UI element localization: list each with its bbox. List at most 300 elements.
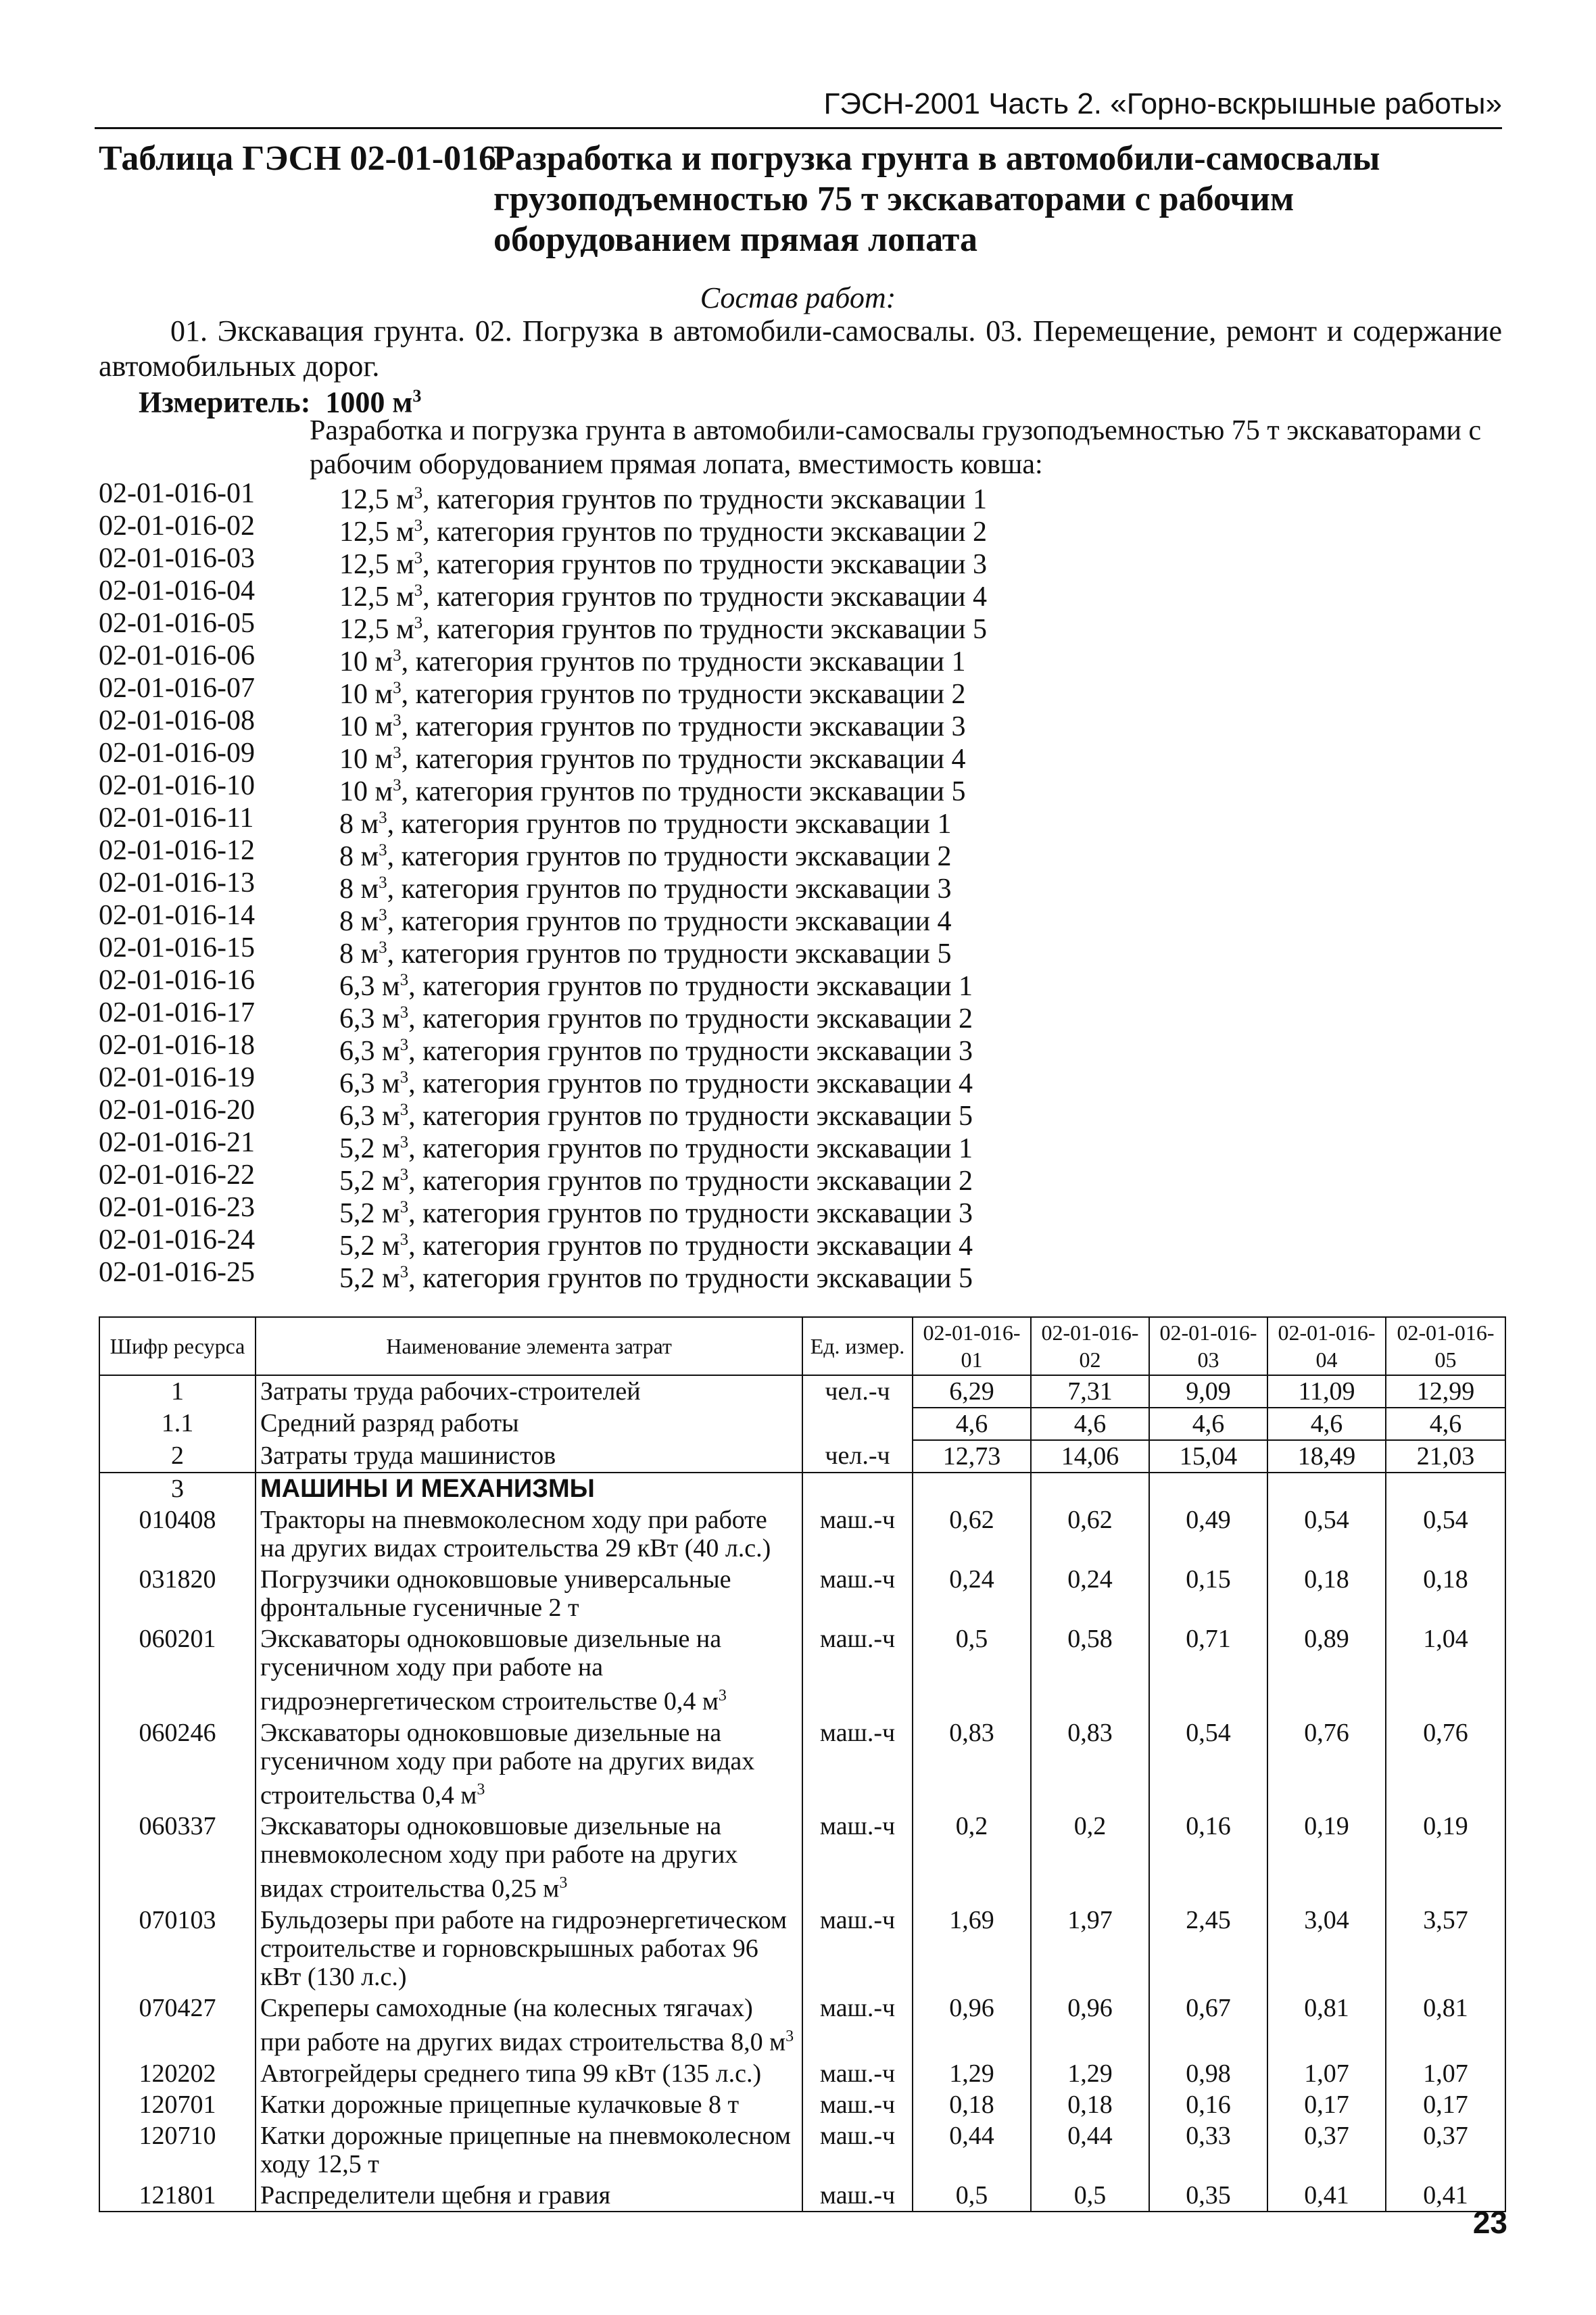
volume-exponent: 3 [785,2027,794,2045]
item-code: 02-01-016-08 [99,705,255,736]
resource-name [256,1408,802,1440]
norm-value [1031,1473,1149,1504]
table-row [99,1408,1505,1440]
bucket-volume: 8 м [339,874,379,905]
volume-exponent: 3 [393,646,402,665]
bucket-volume: 12,5 м [339,484,414,515]
soil-category: , категория грунтов по трудности экскавации 3 [408,1198,973,1229]
volume-exponent: 3 [379,906,387,924]
norm-value: 11,09 [1267,1375,1386,1408]
bucket-volume: 8 м [339,906,379,937]
norm-value: 0,98 [1149,2058,1267,2089]
norm-value: 4,6 [1031,1408,1149,1440]
norm-value: 0,96 [1031,1992,1149,2058]
code-list-item [99,477,1518,515]
volume-exponent: 3 [393,744,402,762]
code-list-item [99,1256,1518,1294]
soil-category: , категория грунтов по трудности экскавации 1 [401,646,966,677]
norm-value: 0,76 [1267,1717,1386,1811]
resource-name [256,1375,802,1408]
code-list-item [99,1224,1518,1262]
code-list-item [99,932,1518,970]
item-code: 02-01-016-16 [99,965,255,996]
bucket-volume: 8 м [339,809,379,840]
resource-unit: маш.-ч [802,2058,913,2089]
table-body [99,1375,1505,2212]
volume-exponent: 3 [379,938,387,957]
norm-value: 4,6 [1267,1408,1386,1440]
resource-code: 120710 [99,2120,256,2180]
norm-value: 0,35 [1149,2180,1267,2212]
volume-exponent: 3 [414,549,423,567]
soil-category: , категория грунтов по трудности экскавации 1 [408,971,973,1002]
volume-exponent: 3 [414,517,423,535]
item-code: 02-01-016-17 [99,997,255,1028]
norm-value: 0,5 [1031,2180,1149,2212]
norm-value: 0,58 [1031,1623,1149,1717]
volume-exponent: 3 [414,484,423,502]
resource-name-text: Экскаваторы одноковшовые дизельные на гусеничном ходу при работе на гидроэнергетическом строительстве 0,4 м [260,1625,722,1716]
item-code: 02-01-016-03 [99,543,255,574]
norm-value: 21,03 [1386,1440,1505,1473]
item-code: 02-01-016-04 [99,575,255,606]
norm-value: 0,16 [1149,2089,1267,2120]
item-code: 02-01-016-23 [99,1192,255,1223]
resource-name [256,1440,802,1473]
resource-code: 060246 [99,1717,256,1811]
code-list-item [99,737,1518,775]
resource-table [99,1316,1506,2212]
bucket-volume: 12,5 м [339,581,414,613]
page-number: 23 [1472,2205,1507,2240]
norm-value: 0,33 [1149,2120,1267,2180]
norm-value: 0,18 [1267,1564,1386,1623]
header-col-1: 02-01-016-01 [913,1317,1031,1375]
table-header-row [99,1317,1505,1375]
soil-category: , категория грунтов по трудности экскавации 4 [387,906,952,937]
norm-value: 14,06 [1031,1440,1149,1473]
bucket-volume: 5,2 м [339,1231,400,1262]
volume-exponent: 3 [379,874,387,892]
norm-value: 4,6 [913,1408,1031,1440]
volume-exponent: 3 [400,1166,409,1184]
norm-value: 0,96 [913,1992,1031,2058]
item-code: 02-01-016-22 [99,1160,255,1191]
item-code: 02-01-016-20 [99,1095,255,1126]
soil-category: , категория грунтов по трудности экскавации 1 [387,809,952,840]
norm-value: 1,07 [1386,2058,1505,2089]
norm-value: 12,73 [913,1440,1031,1473]
norm-value: 0,41 [1267,2180,1386,2212]
norm-value: 0,67 [1149,1992,1267,2058]
soil-category: , категория грунтов по трудности экскавации 2 [387,841,952,872]
soil-category: , категория грунтов по трудности экскавации 3 [401,711,966,742]
volume-exponent: 3 [559,1874,568,1892]
resource-name-text: Автогрейдеры среднего типа 99 кВт (135 л.с.) [260,2059,762,2088]
norm-value: 0,54 [1267,1504,1386,1564]
resource-code: 120701 [99,2089,256,2120]
soil-category: , категория грунтов по трудности экскавации 2 [408,1003,973,1034]
table-row [99,1564,1505,1623]
norm-value: 4,6 [1149,1408,1267,1440]
header-col-2: 02-01-016-02 [1031,1317,1149,1375]
resource-unit: маш.-ч [802,1623,913,1717]
soil-category: , категория грунтов по трудности экскавации 5 [408,1263,973,1294]
title-text: Разработка и погрузка грунта в автомобили-самосвалы грузоподъемностью 75 т экскаваторами с рабочим оборудованием прямая лопата [493,139,1380,259]
table-row [99,1811,1505,1905]
table-row [99,1992,1505,2058]
code-list-item [99,575,1518,613]
norm-value: 1,29 [1031,2058,1149,2089]
resource-unit [802,1408,913,1440]
norm-value: 0,17 [1386,2089,1505,2120]
volume-exponent: 3 [414,614,423,632]
code-list-item [99,834,1518,872]
item-code: 02-01-016-05 [99,608,255,639]
measure-sup: 3 [412,386,422,406]
resource-name [256,1717,802,1811]
norm-value: 0,2 [1031,1811,1149,1905]
table-row [99,1623,1505,1717]
resource-unit: маш.-ч [802,2180,913,2212]
resource-name-text: Распределители щебня и гравия [260,2180,611,2210]
resource-name [256,2058,802,2089]
table-row [99,2120,1505,2180]
soil-category: , категория грунтов по трудности экскавации 3 [387,874,952,905]
code-list-item [99,510,1518,548]
volume-exponent: 3 [400,1036,409,1054]
resource-name [256,1473,802,1504]
soil-category: , категория грунтов по трудности экскавации 1 [408,1133,973,1164]
volume-exponent: 3 [400,1003,409,1022]
resource-unit: маш.-ч [802,2120,913,2180]
header-name: Наименование элемента затрат [256,1317,802,1375]
norm-value [913,1473,1031,1504]
code-list-item [99,769,1518,807]
resource-code: 031820 [99,1564,256,1623]
norm-value: 1,29 [913,2058,1031,2089]
resource-name [256,1905,802,1992]
code-list-item [99,964,1518,1002]
soil-category: , категория грунтов по трудности экскавации 2 [422,517,987,548]
norm-value: 0,24 [913,1564,1031,1623]
norm-value: 0,83 [913,1717,1031,1811]
bucket-volume: 5,2 м [339,1263,400,1294]
norm-value: 7,31 [1031,1375,1149,1408]
volume-exponent: 3 [393,679,402,697]
code-list-item [99,607,1518,645]
bucket-volume: 10 м [339,744,393,775]
measure-label: Измеритель: [139,385,311,419]
bucket-volume: 12,5 м [339,549,414,580]
norm-value: 0,71 [1149,1623,1267,1717]
item-code: 02-01-016-13 [99,867,255,899]
norm-value: 0,44 [1031,2120,1149,2180]
norm-value: 0,5 [913,2180,1031,2212]
resource-name-text: Экскаваторы одноковшовые дизельные на гусеничном ходу при работе на других видах строительства 0,4 м [260,1718,755,1810]
norm-value: 0,41 [1386,2180,1505,2212]
volume-exponent: 3 [400,1263,409,1281]
item-code: 02-01-016-18 [99,1030,255,1061]
resource-code: 1 [99,1375,256,1408]
norm-value: 0,24 [1031,1564,1149,1623]
norm-value: 0,62 [913,1504,1031,1564]
item-code: 02-01-016-06 [99,640,255,671]
norm-value: 0,54 [1149,1717,1267,1811]
resource-code: 010408 [99,1504,256,1564]
bucket-volume: 10 м [339,711,393,742]
norm-value: 0,18 [1386,1564,1505,1623]
item-code: 02-01-016-12 [99,835,255,866]
header-code: Шифр ресурса [99,1317,256,1375]
table-row [99,1504,1505,1564]
resource-unit: маш.-ч [802,1905,913,1992]
item-code: 02-01-016-25 [99,1257,255,1288]
soil-category: , категория грунтов по трудности экскавации 1 [422,484,987,515]
resource-name [256,2120,802,2180]
soil-category: , категория грунтов по трудности экскавации 5 [408,1101,973,1132]
code-list-item [99,1029,1518,1067]
resource-name [256,1564,802,1623]
resource-code: 2 [99,1440,256,1473]
item-code: 02-01-016-14 [99,900,255,931]
code-list-item [99,672,1518,710]
item-code: 02-01-016-07 [99,673,255,704]
item-code: 02-01-016-02 [99,510,255,542]
table-row [99,1440,1505,1473]
bucket-volume: 6,3 м [339,1003,400,1034]
soil-category: , категория грунтов по трудности экскавации 5 [422,614,987,645]
bucket-volume: 6,3 м [339,1101,400,1132]
table-row [99,2180,1505,2212]
item-code: 02-01-016-10 [99,770,255,801]
table-row [99,1375,1505,1408]
resource-name-text: МАШИНЫ И МЕХАНИЗМЫ [260,1475,595,1503]
resource-name [256,2089,802,2120]
codes-intro: Разработка и погрузка грунта в автомобили-самосвалы грузоподъемностью 75 т экскаваторами с рабочим оборудованием прямая лопата, вместимость ковша: [310,415,1482,480]
bucket-volume: 6,3 м [339,971,400,1002]
resource-unit: маш.-ч [802,1992,913,2058]
item-code: 02-01-016-01 [99,478,255,509]
bucket-volume: 8 м [339,841,379,872]
soil-category: , категория грунтов по трудности экскавации 3 [422,549,987,580]
resource-name-text: Тракторы на пневмоколесном ходу при работе на других видах строительства 29 кВт (40 л.с.) [260,1506,771,1562]
soil-category: , категория грунтов по трудности экскавации 4 [401,744,966,775]
volume-exponent: 3 [400,971,409,989]
norm-value: 0,5 [913,1623,1031,1717]
header-col-3: 02-01-016-03 [1149,1317,1267,1375]
resource-code: 1.1 [99,1408,256,1440]
volume-exponent: 3 [400,1068,409,1087]
resource-name-text: Катки дорожные прицепные кулачковые 8 т [260,2090,740,2119]
bucket-volume: 5,2 м [339,1133,400,1164]
resource-name [256,1504,802,1564]
norm-value: 0,89 [1267,1623,1386,1717]
soil-category: , категория грунтов по трудности экскавации 3 [408,1036,973,1067]
norm-value: 0,83 [1031,1717,1149,1811]
resource-name-text: Катки дорожные прицепные на пневмоколесном ходу 12,5 т [260,2121,791,2178]
code-list-item [99,1061,1518,1099]
bucket-volume: 8 м [339,938,379,970]
soil-category: , категория грунтов по трудности экскавации 4 [408,1231,973,1262]
bucket-volume: 12,5 м [339,517,414,548]
item-code: 02-01-016-19 [99,1062,255,1093]
code-list-item [99,705,1518,742]
table-row [99,2058,1505,2089]
volume-exponent: 3 [393,776,402,794]
norm-value: 0,44 [913,2120,1031,2180]
norm-value: 1,69 [913,1905,1031,1992]
resource-code: 070103 [99,1905,256,1992]
resource-name-text: Экскаваторы одноковшовые дизельные на пневмоколесном ходу при работе на других видах строительства 0,25 м [260,1812,738,1903]
resource-code: 070427 [99,1992,256,2058]
soil-category: , категория грунтов по трудности экскавации 5 [387,938,952,970]
code-list-item [99,997,1518,1034]
norm-value: 0,2 [913,1811,1031,1905]
resource-code: 060337 [99,1811,256,1905]
item-code: 02-01-016-15 [99,932,255,963]
norm-value: 0,16 [1149,1811,1267,1905]
resource-name-text: Средний разряд работы [260,1409,519,1437]
resource-code: 060201 [99,1623,256,1717]
norm-value: 0,37 [1267,2120,1386,2180]
norm-value: 4,6 [1386,1408,1505,1440]
volume-exponent: 3 [400,1198,409,1216]
resource-name [256,2180,802,2212]
norm-value: 0,81 [1386,1992,1505,2058]
resource-unit [802,1473,913,1504]
resource-name [256,1992,802,2058]
header-rule [95,127,1502,129]
soil-category: , категория грунтов по трудности экскавации 4 [422,581,987,613]
resource-unit: маш.-ч [802,1564,913,1623]
bucket-volume: 10 м [339,776,393,807]
resource-name [256,1623,802,1717]
norm-value: 0,18 [1031,2089,1149,2120]
resource-unit: чел.-ч [802,1440,913,1473]
code-list-item [99,542,1518,580]
bucket-volume: 10 м [339,646,393,677]
norm-value: 0,81 [1267,1992,1386,2058]
norm-value: 0,37 [1386,2120,1505,2180]
resource-name-text: Погрузчики одноковшовые универсальные фронтальные гусеничные 2 т [260,1565,731,1622]
table-row [99,1717,1505,1811]
resource-unit: маш.-ч [802,1717,913,1811]
item-code: 02-01-016-21 [99,1127,255,1158]
norm-value: 0,18 [913,2089,1031,2120]
code-list-item [99,802,1518,840]
norm-value: 0,49 [1149,1504,1267,1564]
title-prefix: Таблица ГЭСН 02-01-016 [99,139,497,178]
bucket-volume: 5,2 м [339,1166,400,1197]
item-code: 02-01-016-09 [99,738,255,769]
code-list-item [99,1094,1518,1132]
volume-exponent: 3 [379,841,387,859]
code-list-item [99,1159,1518,1197]
header-col-4: 02-01-016-04 [1267,1317,1386,1375]
volume-exponent: 3 [414,581,423,600]
item-code: 02-01-016-24 [99,1224,255,1256]
resource-name-text: Скреперы самоходные (на колесных тягачах) при работе на других видах строительства 8,0 м [260,1993,786,2057]
header-col-5: 02-01-016-05 [1386,1317,1505,1375]
norm-value [1149,1473,1267,1504]
code-list-item [99,640,1518,677]
volume-exponent: 3 [477,1780,485,1798]
norm-value: 1,07 [1267,2058,1386,2089]
table-row [99,2089,1505,2120]
norm-value: 0,62 [1031,1504,1149,1564]
norm-value: 6,29 [913,1375,1031,1408]
table-row [99,1473,1505,1504]
norm-value: 0,76 [1386,1717,1505,1811]
header-unit: Ед. измер. [802,1317,913,1375]
code-list-item [99,1191,1518,1229]
resource-unit: маш.-ч [802,2089,913,2120]
volume-exponent: 3 [393,711,402,730]
running-header: ГЭСН-2001 Часть 2. «Горно-вскрышные работы» [823,87,1502,120]
resource-code: 3 [99,1473,256,1504]
resource-unit: маш.-ч [802,1811,913,1905]
table-row [99,1905,1505,1992]
work-composition-heading: Состав работ: [700,281,896,314]
resource-unit: маш.-ч [802,1504,913,1564]
norm-value: 0,15 [1149,1564,1267,1623]
resource-unit: чел.-ч [802,1375,913,1408]
measure-value: 1000 м [325,385,413,419]
norm-value: 0,17 [1267,2089,1386,2120]
item-description [339,1256,973,1295]
norm-value: 0,19 [1267,1811,1386,1905]
resource-code: 121801 [99,2180,256,2212]
item-code: 02-01-016-11 [99,803,254,834]
resource-name-text: Бульдозеры при работе на гидроэнергетическом строительстве и горновскрышных работах 96 кВт (130 л.с.) [260,1905,788,1991]
bucket-volume: 6,3 м [339,1068,400,1099]
norm-value: 9,09 [1149,1375,1267,1408]
norm-value: 2,45 [1149,1905,1267,1992]
volume-exponent: 3 [379,809,387,827]
norm-value: 12,99 [1386,1375,1505,1408]
code-list [99,477,1518,1294]
resource-name [256,1811,802,1905]
volume-exponent: 3 [400,1133,409,1151]
volume-exponent: 3 [400,1101,409,1119]
code-list-item [99,899,1518,937]
resource-name-text: Затраты труда машинистов [260,1441,556,1470]
soil-category: , категория грунтов по трудности экскавации 5 [401,776,966,807]
norm-value: 3,04 [1267,1905,1386,1992]
norm-value: 15,04 [1149,1440,1267,1473]
volume-exponent: 3 [718,1687,727,1704]
norm-value: 3,57 [1386,1905,1505,1992]
soil-category: , категория грунтов по трудности экскавации 4 [408,1068,973,1099]
volume-exponent: 3 [400,1231,409,1249]
norm-value [1386,1473,1505,1504]
norm-value: 1,04 [1386,1623,1505,1717]
work-operations: 01. Экскавация грунта. 02. Погрузка в автомобили-самосвалы. 03. Перемещение, ремонт и содержание автомобильных дорог. [99,314,1502,383]
norm-value [1267,1473,1386,1504]
resource-code: 120202 [99,2058,256,2089]
norm-value: 0,19 [1386,1811,1505,1905]
soil-category: , категория грунтов по трудности экскавации 2 [408,1166,973,1197]
bucket-volume: 5,2 м [339,1198,400,1229]
resource-name-text: Затраты труда рабочих-строителей [260,1377,641,1406]
code-list-item [99,867,1518,905]
code-list-item [99,1126,1518,1164]
norm-value: 0,54 [1386,1504,1505,1564]
soil-category: , категория грунтов по трудности экскавации 2 [401,679,966,710]
norm-value: 1,97 [1031,1905,1149,1992]
bucket-volume: 6,3 м [339,1036,400,1067]
